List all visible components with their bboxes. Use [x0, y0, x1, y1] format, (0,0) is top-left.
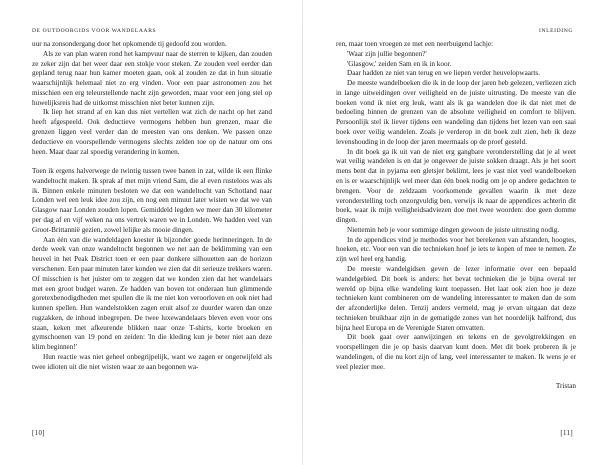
- left-page-body: [32, 40, 272, 373]
- paragraph: Toen ik ergens halverwege de twintig tussen twee banen in zat, wilde ik een flinke wandeltocht maken. Ik sprak af met mijn vriend Sam, die al even rusteloos was als ik. Binnen enkele minuten besloten we dat een wandeltocht van Schotland naar Londen wel een leuk idee zou zijn, en nog een minuut later wisten we dat we van Glasgow naar Londen zouden lopen. Gemiddeld legden we meer dan 30 kilometer per dag af en vijf weken na ons vertrek waren we in Londen. We hadden veel van Groot-Brittannië gezien, zowel lelijke als mooie dingen.: [32, 167, 272, 234]
- paragraph: Dit boek gaat over aanwijzingen en tekens en de gevolgtrekkingen en voorspellingen die je op basis daarvan kunt doen. Met dit boek proberen ik je wandelingen, of die nu kort zijn of lang, veel interessanter te maken. Ik wens je er veel plezier mee.: [336, 333, 576, 371]
- paragraph: Ik liep het strand af en kan dus niet vertellen wat zich de nacht op het zand heeft afgespeeld. Ook deductieve vermogens hebben hun grenzen, maar die grenzen liggen veel verder dan de meesten van ons denken. We passen onze deductieve en voorspellende vermogens slechts zelden toe op de natuur om ons heen. Maar daar zal spoedig verandering in komen.: [32, 108, 272, 156]
- paragraph: In dit boek ga ik uit van de niet erg gangbare veronderstelling dat je al weet wat veilig wandelen is en dat je ongeveer de juiste sokken draagt. Als je het soort mens bent dat in pyjama een gletsjer beklimt, lees je vast niet veel wandelboeken en is er waarschijnlijk wel meer dan één boek nodig om je op andere gedachten te brengen. Voor de zeldzaam voorkomende gevallen waarin ik met deze veronderstelling toch onzorgvuldig ben, verwijs ik naar de appendices achterin dit boek, waar ik mijn veiligheidsadviezen doe met twee woorden: doe geen domme dingen.: [336, 147, 576, 225]
- paragraph: Niettemin heb je voor sommige dingen gewoon de juiste uitrusting nodig.: [347, 225, 560, 234]
- paragraph: In de appendices vind je methodes voor het berekenen van afstanden, hoogtes, hoeken, etc. Voor een van die technieken hoef je iets te kopen of mee te nemen. Ze zijn wel heel erg handig.: [336, 235, 576, 264]
- right-page: [303, 0, 606, 465]
- paragraph: Als ze van plan waren rond het kampvuur naar de sterren te kijken, dan zouden ze zeker zijn dat het weer daar een stokje voor steken. Ze zouden veel eerder dan gepland terug naar hun kamer moeten gaan, ook al zouden ze dat in hun situatie waarschijnlijk helemaal niet zo erg vinden. Voor een paar astronomen zou het misschien een erg teleurstellende nacht zijn geworden, maar voor een jong stel op huwelijksreis had de uitkomst misschien niet beter kunnen zijn.: [32, 49, 272, 107]
- running-header-right: INLEIDING: [539, 28, 573, 34]
- author-signature: Tristan: [555, 382, 576, 391]
- dialogue-line: 'Glasgow,' zeiden Sam en ik in koor.: [347, 59, 452, 68]
- paragraph: Daar hadden ze niet van terug en we liepen verder heuvelopwaarts.: [347, 69, 540, 78]
- paragraph: De meeste wandelgidsen geven de lezer informatie over een bepaald wandelgebied. Dit boek is anders: het bevat technieken die je bijna overal ter wereld op bijna elke wandeling kunt toepassen. Het laat ook zien hoe je deze technieken kunt combineren om de wandeling interessanter te maken dan de som der afzonderlijke delen. Tenzij anders vermeld, mag je ervan uitgaan dat deze technieken bruikbaar zijn in de gematigde zones van het noordelijk halfrond, dus bijna heel Europa en de Verenigde Staten omvatten.: [336, 264, 576, 332]
- running-header-left: DE OUTDOORGIDS VOOR WANDELAARS: [32, 28, 157, 34]
- paragraph: ren, maar toen vroegen ze met een neerbuigend lachje:: [336, 40, 494, 48]
- paragraph: Hun reactie was niet geheel onbegrijpelijk, want we zagen er ongetwijfeld als twee idioten uit die niet wisten waar ze aan begonnen wa-: [32, 352, 272, 371]
- dialogue-line: 'Waar zijn jullie begonnen?': [347, 49, 427, 58]
- page-number-right: [11]: [560, 430, 573, 437]
- page-number-left: [10]: [32, 430, 45, 437]
- paragraph: De meeste wandelboeken die ik in de loop der jaren heb gelezen, verliezen zich in lange uitweidingen over veiligheid en de juiste uitrusting. De meeste van die boeken vond ik niet erg leuk, want als ik ga wandelen doe ik dat niet met de bedoeling binnen de grenzen van de absolute veiligheid en comfort te blijven. Persoonlijk stel ik liever tijdens een wandeling dan tijdens het lezen van een saai boek over veilig wandelen. Zoals je verderop in dit boek zult zien, heb ik deze levenshouding in de loop der jaren meermaals op de proef gesteld.: [336, 79, 576, 146]
- paragraph: Aan één van die wandeldagen koester ik bijzonder goede herinneringen. In de derde week van onze wandeltocht begonnen we net aan de beklimming van een heuvel in het Peak District toen er een paar donkere silhouetten aan de horizon verschenen. Een paar minuten later konden we zien dat dit serieuze trekkers waren. Of misschien is het juister om te zeggen dat we konden zien dat het wandelaars met een groot budget waren. Ze hadden van boven tot onderaan hun glimmende goretexbenodigdheden met spullen die ik me niet kon veroorloven en ook niet had kunnen spellen. Hun wandelstokken zagen eruit alsof ze duurder waren dan onze rugzakken, de inhoud inbegrepen. De twee luxewandelaars bleven even voor ons staan, keken met afkeurende blikken naar onze T-shirts, korte broeken en gymschoenen van 19 pond en zeiden: 'In die kleding kun je beter niet aan deze klim beginnen!': [32, 235, 272, 352]
- right-page-body: [336, 40, 576, 392]
- paragraph: uur na zonsondergang door het opkomende tij gedoofd zou worden.: [32, 40, 227, 48]
